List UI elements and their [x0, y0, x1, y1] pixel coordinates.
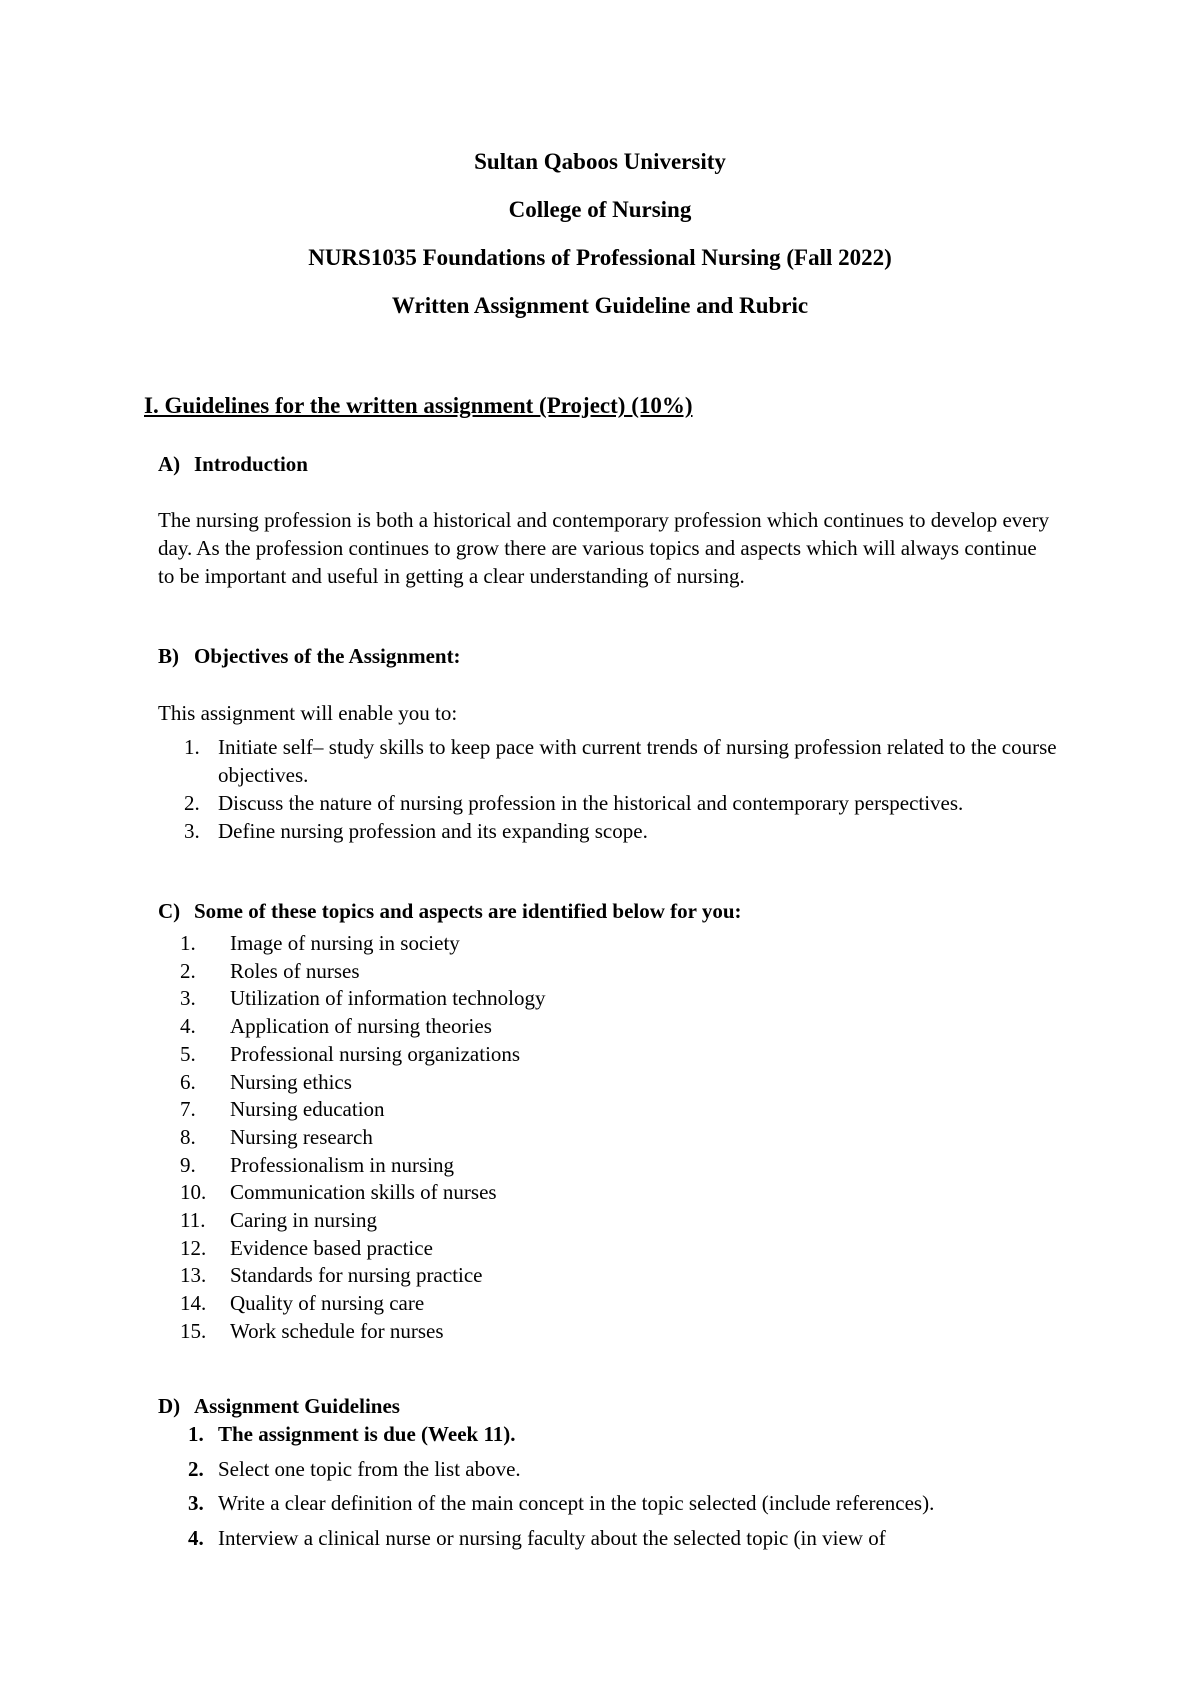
college-name: College of Nursing — [508, 197, 692, 222]
list-item: 10. Communication skills of nurses — [180, 1180, 497, 1205]
list-item: 3. Define nursing profession and its expanding scope. — [184, 819, 648, 843]
introduction-heading — [158, 452, 308, 476]
list-item: 15. Work schedule for nurses — [180, 1318, 444, 1343]
section-title: I. Guidelines for the written assignment (Project) (10%) — [144, 393, 693, 418]
list-item: 2. Discuss the nature of nursing profession in the historical and contemporary perspectives. — [184, 791, 964, 815]
list-item: 1. Initiate self– study skills to keep pace with current trends of nursing profession related to the course objectives. — [184, 735, 1057, 787]
objectives-heading-text: Objectives of the Assignment: — [194, 644, 461, 668]
list-item: 11. Caring in nursing — [180, 1208, 377, 1233]
guidelines-heading — [158, 1394, 400, 1418]
list-item: 12. Evidence based practice — [180, 1235, 433, 1260]
list-item: 9. Professionalism in nursing — [180, 1152, 454, 1177]
topics-heading — [158, 899, 742, 923]
topics-heading-text: Some of these topics and aspects are identified below for you: — [194, 899, 742, 923]
list-item: 4. Interview a clinical nurse or nursing faculty about the selected topic (in view of — [188, 1525, 886, 1550]
list-item: 2. Select one topic from the list above. — [188, 1456, 521, 1481]
document-header — [0, 150, 1200, 342]
list-item: 3. Write a clear definition of the main concept in the topic selected (include references). — [188, 1491, 935, 1515]
list-item: 5. Professional nursing organizations — [180, 1041, 521, 1066]
university-name: Sultan Qaboos University — [474, 149, 726, 174]
introduction-heading-text: Introduction — [194, 452, 308, 476]
objectives-heading — [158, 644, 461, 668]
list-item: 2. Roles of nurses — [180, 958, 360, 983]
guidelines-letter: D) — [158, 1394, 181, 1418]
course-title: NURS1035 Foundations of Professional Nursing (Fall 2022) — [308, 245, 892, 270]
list-item: 4. Application of nursing theories — [180, 1014, 492, 1039]
list-item: 13. Standards for nursing practice — [180, 1263, 483, 1288]
list-item: 7. Nursing education — [180, 1097, 385, 1122]
topics-list — [180, 930, 546, 1346]
list-item: 14. Quality of nursing care — [180, 1291, 425, 1316]
guidelines-heading-text: Assignment Guidelines — [194, 1394, 400, 1418]
list-item: 8. Nursing research — [180, 1124, 373, 1149]
list-item: 3. Utilization of information technology — [180, 986, 546, 1011]
objectives-intro: This assignment will enable you to: — [158, 701, 458, 725]
document-title: Written Assignment Guideline and Rubric — [391, 293, 809, 318]
objectives-list — [158, 733, 1078, 845]
introduction-letter: A) — [158, 452, 181, 476]
topics-letter: C) — [158, 899, 181, 923]
objectives-letter: B) — [158, 644, 179, 668]
guidelines-list — [158, 1417, 1078, 1555]
list-item: 1. Image of nursing in society — [180, 931, 460, 955]
list-item: 1. The assignment is due (Week 11). — [188, 1422, 516, 1446]
introduction-text: The nursing profession is both a historical and contemporary profession which continues to develop every day. As the profession continues to grow there are various topics and aspects which will always continue to be important and useful in getting a clear understanding of nursing. — [158, 508, 1050, 588]
list-item: 6. Nursing ethics — [180, 1069, 352, 1094]
